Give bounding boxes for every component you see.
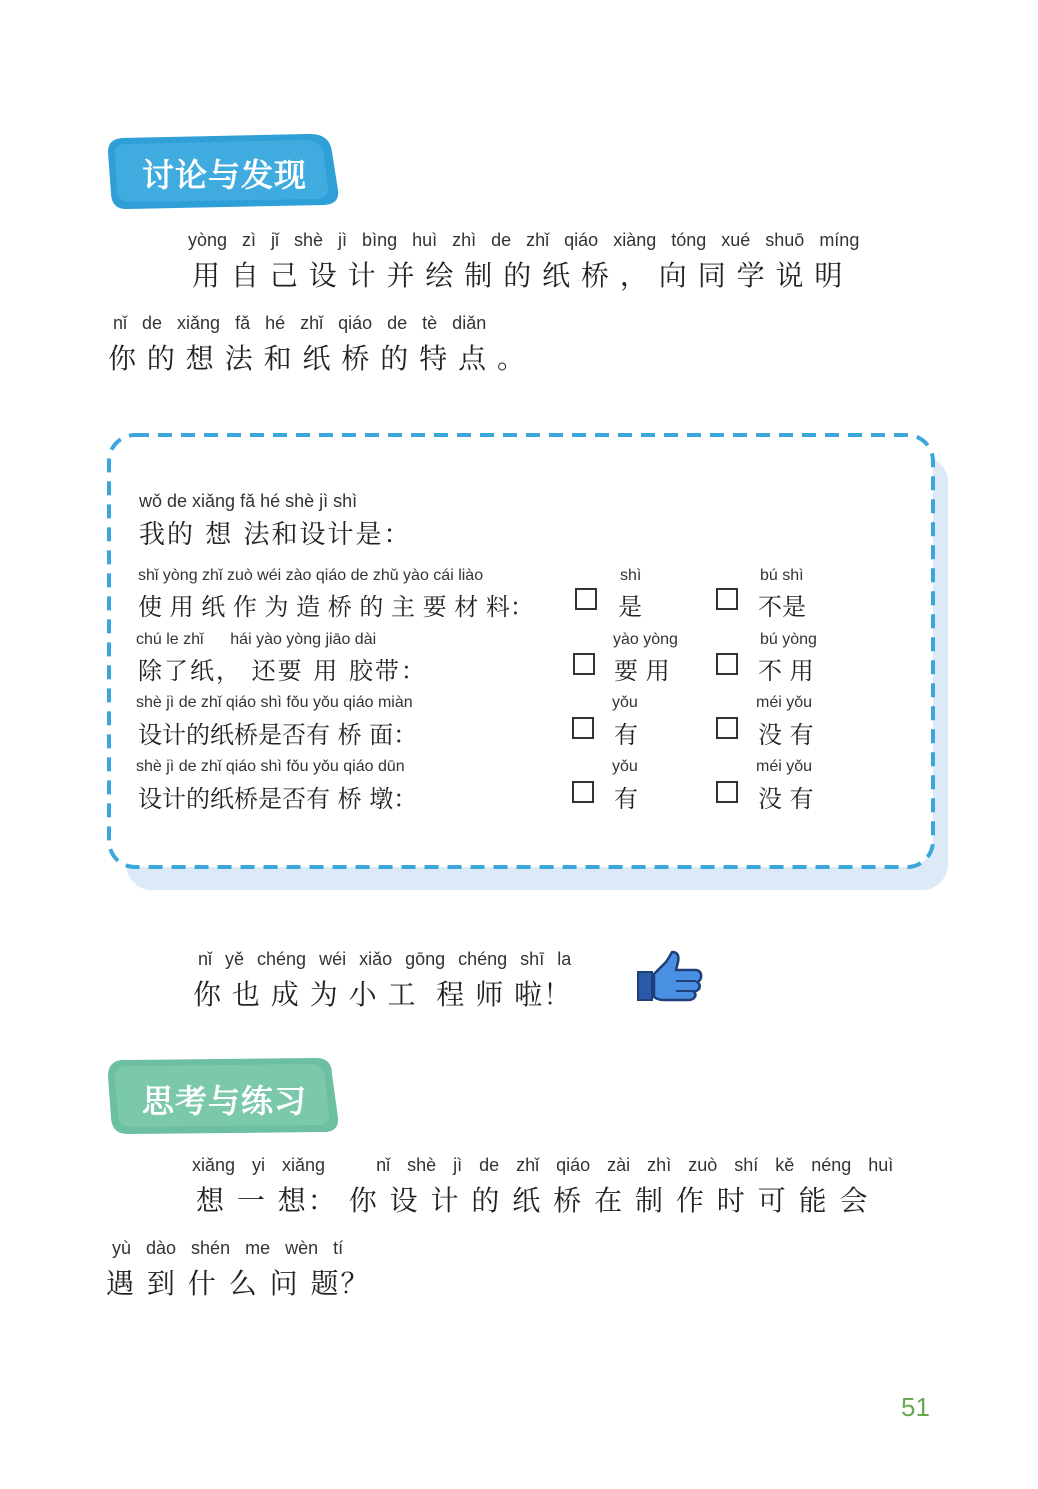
paragraph-text: 用 自 己 设 计 并 绘 制 的 纸 桥 ， 向 同 学 说 明 — [192, 259, 844, 292]
paragraph-text: 想 一 想： 你 设 计 的 纸 桥 在 制 作 时 可 能 会 — [196, 1184, 870, 1217]
paragraph-text: 遇 到 什 么 问 题？ — [106, 1267, 371, 1300]
praise-text: 你 也 成 为 小 工 程 师 啦！ — [193, 978, 573, 1011]
question-pinyin: shè jì de zhǐ qiáo shì fǒu yǒu qiáo miàn — [136, 694, 413, 711]
paragraph-text: 你 的 想 法 和 纸 桥 的 特 点 。 — [108, 342, 527, 375]
question-pinyin: shè jì de zhǐ qiáo shì fǒu yǒu qiáo dūn — [136, 758, 405, 775]
form-heading: 我的 想 法和设计是： — [139, 520, 412, 550]
paragraph-pinyin: xiǎng yi xiǎng nǐ shè jì de zhǐ qiáo zài zhì zuò shí kě néng huì — [192, 1155, 894, 1175]
option-b-pinyin: bú yòng — [760, 631, 817, 648]
checkbox-yes[interactable] — [572, 781, 594, 803]
praise-pinyin: nǐ yě chéng wéi xiǎo gōng chéng shī la — [198, 949, 572, 969]
section-title: 讨论与发现 — [142, 156, 308, 194]
option-b-label: 没 有 — [758, 721, 814, 749]
form-heading-pinyin: wǒ de xiǎng fǎ hé shè jì shì — [139, 491, 358, 511]
checkbox-yes[interactable] — [572, 717, 594, 739]
question-text: 设计的纸桥是否有 桥 面： — [138, 721, 418, 749]
section-title: 思考与练习 — [142, 1082, 308, 1120]
option-a-label: 是 — [618, 593, 642, 621]
section-banner-practice — [108, 1056, 340, 1136]
option-b-label: 没 有 — [758, 785, 814, 813]
option-a-pinyin: shì — [620, 567, 642, 584]
option-b-pinyin: méi yǒu — [756, 758, 813, 775]
page-number: 51 — [901, 1392, 930, 1422]
question-text: 设计的纸桥是否有 桥 墩： — [138, 785, 418, 813]
paragraph-pinyin: yòng zì jǐ shè jì bìng huì zhì de zhǐ qiáo xiàng tóng xué shuō míng — [188, 230, 860, 250]
question-pinyin: shǐ yòng zhǐ zuò wéi zào qiáo de zhǔ yào cái liào — [138, 567, 484, 584]
checkbox-no[interactable] — [716, 588, 738, 610]
option-a-label: 要 用 — [614, 657, 670, 685]
question-text: 除了纸， 还要 用 胶带： — [138, 657, 427, 685]
option-a-label: 有 — [614, 721, 638, 749]
section-banner-discuss — [108, 130, 340, 210]
question-pinyin: chú le zhǐ hái yào yòng jiāo dài — [136, 631, 377, 648]
question-text: 使 用 纸 作 为 造 桥 的 主 要 材 料： — [138, 593, 534, 621]
option-a-pinyin: yǒu — [612, 758, 638, 775]
paragraph-pinyin: yù dào shén me wèn tí — [112, 1238, 344, 1258]
option-b-pinyin: méi yǒu — [756, 694, 813, 711]
thumbs-up-icon — [636, 950, 704, 1004]
checkbox-yes[interactable] — [575, 588, 597, 610]
option-a-pinyin: yào yòng — [613, 631, 678, 648]
option-b-pinyin: bú shì — [760, 567, 804, 584]
option-b-label: 不 用 — [758, 657, 814, 685]
option-a-pinyin: yǒu — [612, 694, 638, 711]
option-a-label: 有 — [614, 785, 638, 813]
option-b-label: 不是 — [758, 593, 806, 621]
checkbox-no[interactable] — [716, 781, 738, 803]
checkbox-yes[interactable] — [573, 653, 595, 675]
checkbox-no[interactable] — [716, 653, 738, 675]
checkbox-no[interactable] — [716, 717, 738, 739]
paragraph-pinyin: nǐ de xiǎng fǎ hé zhǐ qiáo de tè diǎn — [113, 313, 487, 333]
